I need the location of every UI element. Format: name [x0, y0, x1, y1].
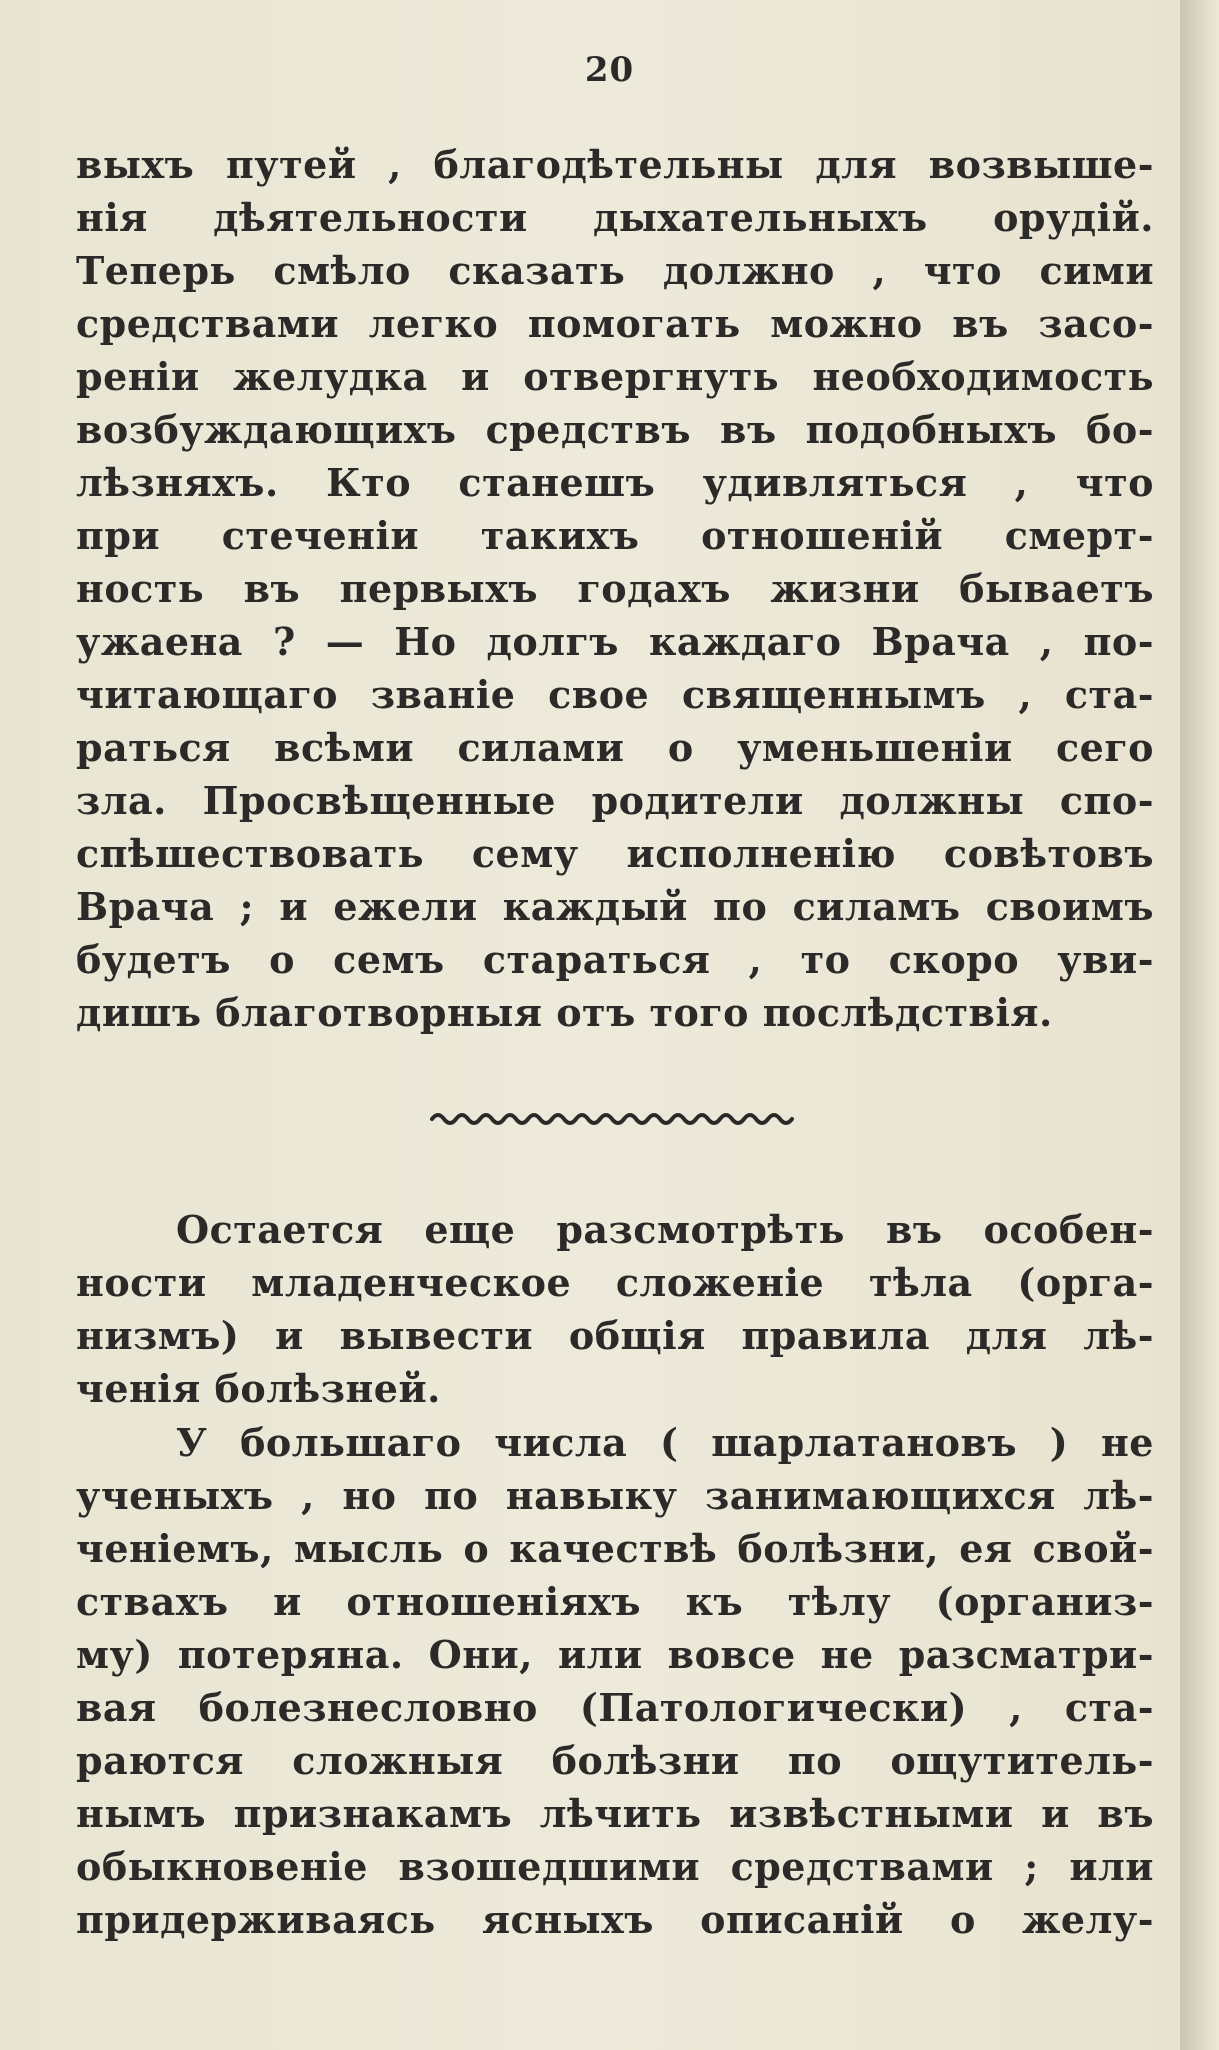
text-line: ствахъ и отношеніяхъ къ тѣлу (организ- — [76, 1579, 1154, 1624]
text-line: при стеченіи такихъ отношеній смерт- — [76, 513, 1154, 558]
text-line: Врача ; и ежели каждый по силамъ своимъ — [76, 884, 1154, 929]
text-line: средствами легко помогать можно въ засо- — [76, 301, 1154, 346]
text-line: ужаена ? — Но долгъ каждаго Врача , по- — [76, 619, 1154, 664]
text-line: ности младенческое сложеніе тѣла (орга- — [76, 1260, 1154, 1305]
text-line: Остается еще разсмотрѣть въ особен- — [176, 1207, 1154, 1252]
page-number: 20 — [584, 50, 635, 90]
text-line: ность въ первыхъ годахъ жизни бываетъ — [76, 566, 1154, 611]
text-line: придерживаясь ясныхъ описаній о желу- — [76, 1897, 1154, 1942]
text-line: ученыхъ , но по навыку занимающихся лѣ- — [76, 1473, 1154, 1518]
text-line: читающаго званіе свое священнымъ , ста- — [76, 672, 1154, 717]
text-line: будетъ о семъ стараться , то скоро уви- — [76, 937, 1154, 982]
text-line: зла. Просвѣщенные родители должны спо- — [76, 778, 1154, 823]
text-line: обыкновеніе взошедшими средствами ; или — [76, 1844, 1154, 1889]
text-line: лѣзняхъ. Кто станешъ удивляться , что — [76, 460, 1154, 505]
text-line: возбуждающихъ средствъ въ подобныхъ бо- — [76, 407, 1154, 452]
text-line: ченія болѣзней. — [76, 1366, 441, 1411]
text-line: раются сложныя болѣзни по ощутитель- — [76, 1738, 1154, 1783]
text-line: ченіемъ, мысль о качествѣ болѣзни, ея свой- — [76, 1526, 1154, 1571]
text-line: нымъ признакамъ лѣчить извѣстными и въ — [76, 1791, 1154, 1836]
text-line: Теперь смѣло сказать должно , что сими — [76, 248, 1154, 293]
text-line: выхъ путей , благодѣтельны для возвыше- — [76, 142, 1154, 187]
text-line: му) потеряна. Они, или вовсе не разсматри- — [76, 1632, 1154, 1677]
text-line: У большаго числа ( шарлатановъ ) не — [176, 1420, 1154, 1465]
text-line: нія дѣятельности дыхательныхъ орудій. — [76, 195, 1154, 240]
text-line: раться всѣми силами о уменьшеніи сего — [76, 725, 1154, 770]
text-line: спѣшествовать сему исполненію совѣтовъ — [76, 831, 1154, 876]
text-line: низмъ) и вывести общія правила для лѣ- — [76, 1313, 1154, 1358]
page-edge-shadow — [1180, 0, 1219, 2050]
wavy-divider-ornament — [430, 1105, 800, 1129]
text-line: вая болезнесловно (Патологически) , ста- — [76, 1685, 1154, 1730]
text-line: реніи желудка и отвергнуть необходимость — [76, 354, 1154, 399]
text-line: дишъ благотворныя отъ того послѣдствія. — [76, 990, 1053, 1035]
